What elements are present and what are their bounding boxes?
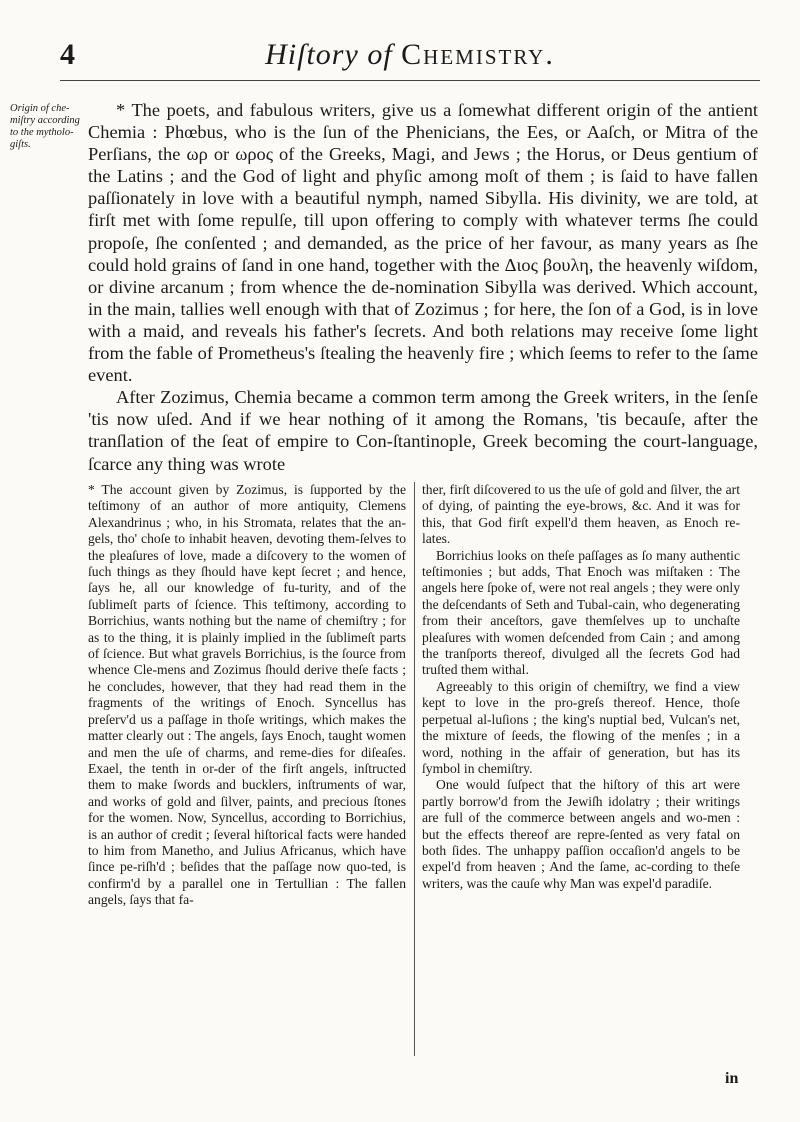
- header-rule: [60, 80, 760, 81]
- running-head: [60, 38, 760, 72]
- paragraph: * The poets, and fabulous writers, give us a ſomewhat different origin of the antient Chemia : Phœbus, who is the ſun of the Phenicians, the Ees, or Aaſch, or Mitra of the Perſians, the ωρ or ωρος of the Greeks, Magi, and Jews ; the Horus, or Deus gentium of the Latins ; and the God of light and phyſic among moſt of them ; is ſaid to have fallen paſſionately in love with a beautiful nymph, named Sibylla. His divinity, we are told, at firſt met with ſome repulſe, till upon offering to comply with whatever terms ſhe could propoſe, ſhe conſented ; and demanded, as the price of her favour, as many years as ſhe could hold grains of ſand in one hand, together with the Διος βουλη, the heavenly wiſdom, or divine arcanum ; from whence the de-nomination Sibylla was derived. Which account, in the main, tallies well enough with that of Zozimus ; for here, the ſon of a God, is in love with a maid, and reveals his father's ſecrets. And both relations may receive ſome light from the fable of Prometheus's ſtealing the heavenly fire ; which ſeems to refer to the ſame event.: [88, 100, 758, 386]
- footnote-paragraph: One would ſuſpect that the hiſtory of this art were partly borrow'd from the Jewiſh idolatry ; their writings are full of the commerce between angels and wo-men : but the effects thereof are repre-ſented as very fatal on both ſides. The unhappy paſſion occaſion'd angels to be expel'd from heaven ; And the ſame, ac-cording to theſe writers, was the cauſe why Man was expel'd paradiſe.: [422, 777, 740, 891]
- main-text: [88, 99, 758, 475]
- footnote-paragraph: ther, firſt diſcovered to us the uſe of gold and ſilver, the art of dying, of painting the eye-brows, &c. And it was for this, that God firſt expell'd them heaven, as Enoch re-lates.: [422, 482, 740, 547]
- catchword: in: [725, 1070, 739, 1087]
- footnote-paragraph: Borrichius looks on theſe paſſages as ſo many authentic teſtimonies ; but adds, That Enoch was miſtaken : The angels here ſpoke of, were not real angels ; they were only the deſcendants of Seth and Tubal-cain, who degenerating from their anceſtors, gave themſelves up to unchaſte pleaſures with women deſcended from Cain ; and among the tranſports thereof, divulged all the ſecrets God had truſted them withal.: [422, 547, 740, 678]
- footnote-paragraph: Agreeably to this origin of chemiſtry, we find a view kept to love in the pro-greſs thereof. Hence, thoſe perpetual al-luſions ; the king's nuptial bed, Vulcan's net, the mixture of ſeeds, the flowing of the menſes ; in a word, nothing in the affair of generation, but has its ſymbol in chemiſtry.: [422, 678, 740, 776]
- footnote-column-right: [422, 482, 740, 892]
- running-head-of: of: [358, 38, 402, 71]
- running-head-history: Hiſtory: [265, 38, 359, 71]
- footnote-paragraph: * The account given by Zozimus, is ſupported by the teſtimony of an author of more antiquity, Clemens Alexandrinus ; who, in his Stromata, relates that the an-gels, tho' choſe to inhabit heaven, devoting them-ſelves to the pleaſures of love, made a diſcovery to the women of ſuch things as they ſhould have kept ſecret ; and hence, ſays he, all our knowledge of fu-turity, and of the ſublimeſt parts of ſcience. This teſtimony, according to Borrichius, wants nothing but the name of chemiſtry ; for as to the thing, it is plainly implied in the ſublimeſt parts of ſcience. But what gravels Borrichius, is the ſource from whence Cle-mens and Zozimus ſhould derive theſe facts ; he concludes, however, that they had read them in the fragments of the writings of Enoch. Syncellus has preſerv'd us a paſſage in thoſe writings, which makes the matter clearly out : The angels, ſays Enoch, taught women and men the uſe of charms, and reme-dies for diſeaſes. Exael, the tenth in or-der of the firſt angels, inſtructed them to make ſwords and bucklers, inſtruments of war, and works of gold and ſilver, paints, and precious ſtones for the women. Now, Syncellus, according to Borrichius, is an author of credit ; ſeveral hiſtorical facts were handed to him from Manetho, and Julius Africanus, which have ſince pe-riſh'd ; beſides that the paſſage now quo-ted, is confirm'd by a parallel one in Tertullian : The fallen angels, ſays that fa-: [88, 482, 406, 908]
- paragraph: After Zozimus, Chemia became a common term among the Greek writers, in the ſenſe 'tis now uſed. And if we hear nothing of it among the Romans, 'tis becauſe, after the tranſlation of the ſeat of empire to Con-ſtantinople, Greek becoming the court-language, ſcarce any thing was wrote: [88, 387, 758, 474]
- column-divider: [414, 482, 415, 1056]
- running-head-chemistry: Chemistry.: [401, 38, 555, 71]
- page-number: 4: [60, 38, 75, 71]
- footnote-column-left: [88, 482, 406, 909]
- margin-note: Origin of che-miſtry according to the mytholo-giſts.: [10, 103, 80, 150]
